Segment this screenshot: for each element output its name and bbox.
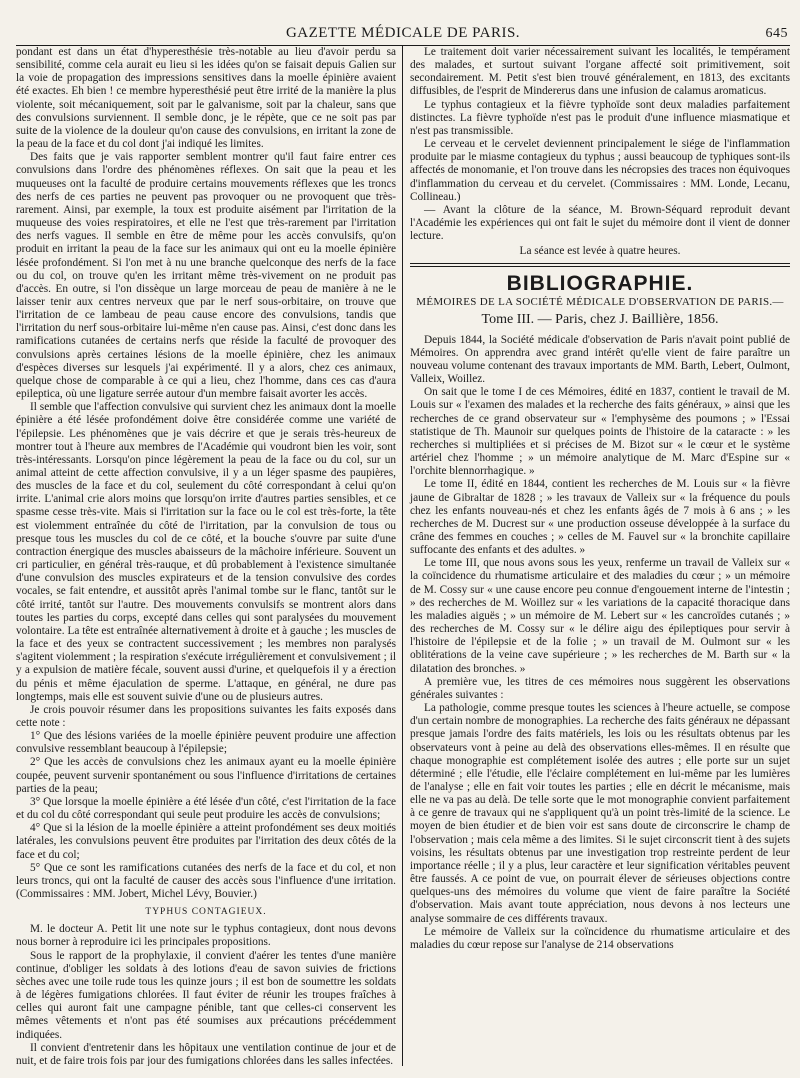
paragraph: Le traitement doit varier nécessairement suivant les localités, le tempérament des malades, et surtout suivant l'organe affecté soit primitivement, soit secondairement. M. Petit s'est bien trouvé généralement, en 1813, des excitants diffusibles, de l'esprit de Mindererus dans une infusion de calamus aromaticus. [410, 46, 790, 98]
paragraph: Le tome II, édité en 1844, contient les recherches de M. Louis sur « la fièvre jaune de Gibraltar de 1828 ; » les travaux de Valleix sur « la fréquence du pouls chez les enfants nouveau-nés et chez les enfants âgés de 7 mois à 6 ans ; » les recherches de M. Ducrest sur « une production osseuse développée à la surface du crâne des femmes en couches ; » celles de M. Fauvel sur « la bronchite capillaire suffocante des enfants et des adultes. » [410, 478, 790, 557]
book-title: MÉMOIRES DE LA SOCIÉTÉ MÉDICALE D'OBSERVATION DE PARIS.— [416, 295, 784, 308]
proposition: 2° Que les accès de convulsions chez les animaux ayant eu la moelle épinière coupée, peuvent survenir spontanément ou sous l'influence d'irritations de certaines parties de la peau; [16, 756, 396, 795]
paragraph: La pathologie, comme presque toutes les sciences à l'heure actuelle, se compose d'un certain nombre de monographies. La recherche des faits généraux ne dépassant presque jamais l'ordre des faits matériels, les lois ou les résultats obtenus par les observateurs vont à peine au delà des observations elles-mêmes. Il en résulte que chaque monographie est complétement isolée des autres ; elle porte sur un sujet déterminé ; elle l'étudie, elle l'éclaire complétement en lui-même par les lumières de l'analyse ; elle en fait voir toutes les parties ; elle en décrit le mécanisme, mais elle ne va pas au delà. De telle sorte que le mot monographie convient parfaitement à ce genre de travaux qui ne s'appliquent qu'à un point très-limité de la science. Le moyen de bien étudier et de bien voir est sans doute de circonscrire le champ de l'observation ; mais cela même a des limites. Si le sujet circonscrit tient à des sujets voisins, les résultats obtenus par une investigation trop restreinte perdent de leur importance réelle ; il y a plus, leur caractère et leur signification véritables peuvent être faussés. A ce point de vue, on pourrait élever de sérieuses objections contre quelques-uns des mémoires du volume que vient de faire paraître la Société d'observation. Mais avant toute appréciation, nous devons à nos lecteurs une analyse sommaire de ces différents travaux. [410, 702, 790, 925]
journal-title: GAZETTE MÉDICALE DE PARIS. [285, 25, 521, 41]
paragraph: — Avant la clôture de la séance, M. Brown-Séquard reproduit devant l'Académie les expériences qui ont fait le sujet du mémoire dont il vient de donner lecture. [410, 203, 790, 243]
paragraph: Je crois pouvoir résumer dans les propositions suivantes les faits exposés dans cette note : [16, 703, 396, 729]
page-number: 645 [765, 26, 788, 41]
proposition: 3° Que lorsque la moelle épinière a été lésée d'un côté, c'est l'irritation de la face et du col du côté correspondant qui seule peut produire les accès de convulsions; [16, 795, 396, 822]
paragraph: Il convient d'entretenir dans les hôpitaux une ventilation continue de jour et de nuit, et de faire trois fois par jour des fumigations chlorées dans les salles infectées. [16, 1041, 396, 1066]
paragraph: Le cerveau et le cervelet deviennent principalement le siége de l'inflammation produite par le miasme contagieux du typhus ; aussi beaucoup de typhiques sont-ils affectés de monomanie, et l'on trouve dans les nécropsies des traces non équivoques d'inflammation du cerveau et du cervelet. (Commissaires : MM. Londe, Lecanu, Collineau.) [410, 138, 790, 203]
paragraph: Le mémoire de Valleix sur la coïncidence du rhumatisme articulaire et des maladies du cœur repose sur l'analyse de 214 observations [410, 925, 790, 951]
text-columns [16, 46, 790, 1066]
section-heading: TYPHUS CONTAGIEUX. [145, 907, 267, 918]
seance-closing: La séance est levée à quatre heures. [519, 245, 681, 258]
paragraph: Depuis 1844, la Société médicale d'observation de Paris n'avait point publié de Mémoires. On apprendra avec grand intérêt qu'elle vient de faire paraître un nouveau volume contenant des travaux importants de MM. Barth, Lebert, Oulmont, Valleix, Woillez. [410, 333, 790, 386]
running-head [16, 0, 790, 46]
divider [410, 266, 790, 267]
paragraph: pondant est dans un état d'hyperesthésie très-notable au lieu d'avoir perdu sa sensibilité, comme cela aurait eu lieu si les idées qu'on se faisait depuis Galien sur la voie de propagation des impressions sensitives dans la moelle épinière avaient été exactes. Eh bien ! ce membre hyperesthésié peut être irrité de la manière la plus violente, soit mécaniquement, soit par le galvanisme, soit par la chaleur, sans que des convulsions surviennent. Il semble donc, je le répète, que ce ne soit pas par suite de la violence de la douleur qu'on cause des convulsions, en irritant la zone de la peau de la face et du col dont j'ai indiqué les limites. [16, 46, 396, 151]
paragraph: Le typhus contagieux et la fièvre typhoïde sont deux maladies parfaitement distinctes. La fièvre typhoïde n'est pas le produit d'une influence miasmatique et n'est pas transmissible. [410, 98, 790, 137]
paragraph: Des faits que je vais rapporter semblent montrer qu'il faut faire entrer ces convulsions dans l'ordre des phénomènes réflexes. On sait que la peau et les muqueuses ont la faculté de produire certains mouvements réflexes que les troncs des nerfs de ces parties ne peuvent pas provoquer ou ne provoquent que très-rarement. Ainsi, par exemple, la toux est produite aisément par l'irritation de la muqueuse des voies respiratoires, et elle ne l'est que très-rarement par l'irritation des nerfs vagues. Il semble en être de même pour les accès convulsifs, qu'on produit en irritant la peau de la face sur les animaux qui ont eu la moelle épinière lésée profondément. Si l'on met à nu une branche quelconque des nerfs de la face ou du col, on trouve qu'en les irritant même très-vivement on ne produit pas d'accès. En outre, si l'on dissèque un large morceau de peau de manière à ne le laisser tenir aux centres nerveux que par le nerf sous-orbitaire, on trouve que l'irritation de ce lambeau de peau cause encore des convulsions, tandis que l'irritation du nerf sous-orbitaire lui-même n'en cause pas. Ainsi, c'est donc dans les ramifications cutanées de certains nerfs que réside la faculté de provoquer des convulsions après certaines lésions de la moelle épinière, chez les animaux d'espèces diverses sur lesquels j'ai expérimenté. Il y a alors, chez ces animaux, quelque chose de comparable à ce qui a lieu, chez l'homme, dans ces cas d'aura epileptica, où une ligature serrée autour d'un membre faisait avorter les accès. [16, 151, 396, 401]
proposition: 1° Que des lésions variées de la moelle épinière peuvent produire une affection convulsive ressemblant beaucoup à l'épilepsie; [16, 730, 396, 756]
left-column [16, 46, 402, 1066]
paragraph: A première vue, les titres de ces mémoires nous suggèrent les observations générales suivantes : [410, 675, 790, 701]
paragraph: Il semble que l'affection convulsive qui survient chez les animaux dont la moelle épinière a été lésée profondément doive être considérée comme une variété de l'épilepsie. Les phénomènes que je vais décrire et que je serais très-heureux de montrer tout à l'heure aux membres de l'Académie qui voudront bien les voir, sont très-intéressants. Lorsqu'on pince légèrement la peau de la face ou du col, sur un animal atteint de cette affection convulsive, il y a un léger spasme des paupières, des muscles de la face et du col, seulement du côté correspondant à celui qu'on irrite. L'animal crie alors moins que lorsqu'on irrite d'autres parties sensibles, et ce spasme cesse très-vite. Mais si l'irritation sur la face ou le col est très-forte, la tête est violemment entraînée du côté de l'irritation, par la convulsion de tous ou presque tous les muscles du col de ce côté, et la bouche s'ouvre par suite d'une contraction énergique des muscles abaisseurs de la mâchoire inférieure. Souvent un cri particulier, en général très-rauque, et dû probablement à l'existence simultanée d'une convulsion des muscles expirateurs et de la tension convulsive des cordes vocales, se fait entendre, et aussitôt après l'animal tombe sur le flanc, tantôt sur le côté irrité, tantôt sur l'autre. Des mouvements convulsifs se montrent alors dans toutes les parties du corps, excepté dans celles qui sont paralysées du mouvement volontaire. La tête est entraînée alternativement à droite et à gauche ; les muscles de la face et des yeux se contractent successivement ; les membres non paralysés s'agitent violemment ; la respiration s'exécute irrégulièrement et convulsivement ; il y a expulsion de matière fécale, souvent aussi d'urine, et quelquefois il y a érection du pénis et même éjaculation de sperme. L'attaque, en général, ne dure pas longtemps, mais elle est souvent suivie d'une ou de plusieurs autres. [16, 401, 396, 703]
paragraph: Le tome III, que nous avons sous les yeux, renferme un travail de Valleix sur « la coïncidence du rhumatisme articulaire et des maladies du cœur ; » un mémoire de M. Cossy sur « une cause encore peu connue d'engouement interne de l'intestin ; » des recherches de M. Woillez sur « les variations de la capacité thoracique dans les maladies aiguës ; » un mémoire de M. Lebert sur « les cancroïdes cutanés ; » des recherches de M. Cossy sur « le délire aigu des épileptiques pour servir à l'histoire de l'épilepsie et de la folie ; » un travail de M. Oulmont sur « les oblitérations de la veine cave supérieure ; » les recherches de M. Barth sur « la dilatation des bronches. » [410, 557, 790, 675]
book-publisher: Tome III. — Paris, chez J. Baillière, 1856. [481, 311, 719, 327]
proposition: 4° Que si la lésion de la moelle épinière a atteint profondément ses deux moitiés latérales, les convulsions peuvent être produites par l'irritation des deux côtés de la face et du col; [16, 822, 396, 861]
divider [410, 263, 790, 264]
paragraph: On sait que le tome I de ces Mémoires, édité en 1837, contient le travail de M. Louis sur « l'examen des malades et la recherche des faits généraux, » ainsi que les recherches de ce grand observateur sur « l'emphysème des poumons ; » l'Essai statistique de Th. Maunoir sur quelques points de l'histoire de la cataracte : » les recherches si multipliées et si précises de M. Bizot sur « le cœur et le système artériel chez l'homme ; » un mémoire analytique de M. Marc d'Espine sur « l'orchite blennorrhagique. » [410, 386, 790, 478]
section-title: BIBLIOGRAPHIE. [506, 271, 694, 295]
right-column [402, 46, 790, 1066]
paragraph: Sous le rapport de la prophylaxie, il convient d'aérer les tentes d'une manière continue, d'obliger les soldats à des lotions d'eau de savon suivies de frictions sèches avec une toile rude tous les quinze jours ; il est bon de soumettre les soldats à de légères fumigations chlorées. Il faut éviter de réunir les troupes fraîches à celles qui auront fait une campagne pénible, tant que celles-ci conservent les mêmes vêtements et n'ont pas été soumises aux précautions précédemment indiquées. [16, 949, 396, 1041]
paragraph: M. le docteur A. Petit lit une note sur le typhus contagieux, dont nous devons nous borner à reproduire ici les principales propositions. [16, 923, 396, 949]
proposition: 5° Que ce sont les ramifications cutanées des nerfs de la face et du col, et non leurs troncs, qui ont la faculté de causer des accès sous l'influence d'une irritation. (Commissaires : MM. Jobert, Michel Lévy, Bouvier.) [16, 861, 396, 900]
